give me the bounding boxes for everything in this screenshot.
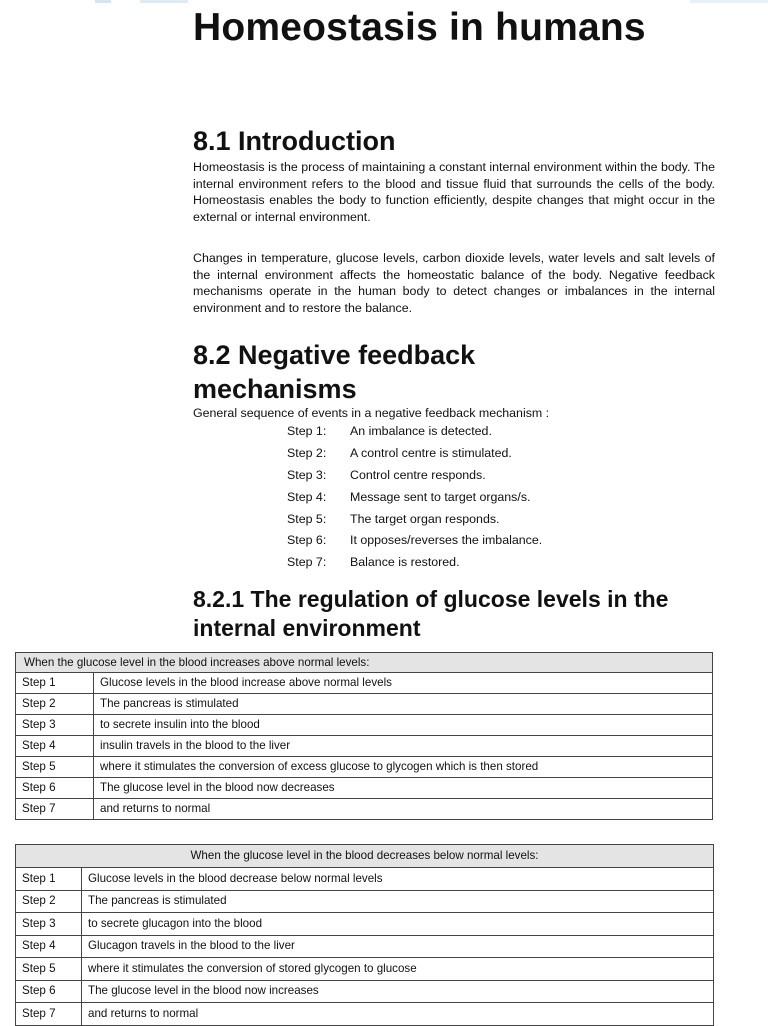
description-cell: Glucagon travels in the blood to the liver (82, 935, 714, 958)
step-cell: Step 7 (16, 1003, 82, 1026)
glucose-decrease-table (15, 844, 714, 1026)
table-row (16, 778, 713, 799)
step-number: Step 4: (287, 489, 327, 504)
table-row (16, 1003, 714, 1026)
description-cell: and returns to normal (94, 799, 713, 820)
intro-paragraph-1: Homeostasis is the process of maintaining a constant internal environment within the body. The internal environment refers to the blood and tissue fluid that surrounds the cells of the body. Homeostasis enables the body to function efficiently, despite changes that might occur in the external or internal environment. (193, 160, 715, 224)
table-row (16, 958, 714, 981)
description-cell: The glucose level in the blood now increases (82, 980, 714, 1003)
section-heading-negative-feedback: 8.2 Negative feedback mechanisms (193, 340, 476, 404)
step-cell: Step 5 (16, 757, 94, 778)
step-number: Step 7: (287, 555, 327, 570)
step-text: A control centre is stimulated. (350, 445, 512, 460)
step-number: Step 6: (287, 533, 327, 548)
top-edge-fragment (95, 0, 111, 3)
table-row (16, 736, 713, 757)
step-cell: Step 6 (16, 980, 82, 1003)
table-row (16, 715, 713, 736)
description-cell: and returns to normal (82, 1003, 714, 1026)
top-edge-fragment (690, 0, 768, 3)
table-row (16, 935, 714, 958)
step-cell: Step 3 (16, 715, 94, 736)
list-item (287, 510, 687, 532)
top-edge-fragment (140, 0, 188, 3)
list-item (287, 531, 687, 553)
step-cell: Step 6 (16, 778, 94, 799)
step-cell: Step 5 (16, 958, 82, 981)
table-header: When the glucose level in the blood decreases below normal levels: (16, 845, 714, 868)
step-cell: Step 4 (16, 736, 94, 757)
description-cell: Glucose levels in the blood increase above normal levels (94, 673, 713, 694)
list-item (287, 466, 687, 488)
table-row (16, 673, 713, 694)
step-cell: Step 2 (16, 694, 94, 715)
step-text: Control centre responds. (350, 467, 486, 482)
step-text: The target organ responds. (350, 511, 500, 526)
step-text: It opposes/reverses the imbalance. (350, 533, 543, 548)
step-number: Step 5: (287, 511, 327, 526)
description-cell: where it stimulates the conversion of excess glucose to glycogen which is then stored (94, 757, 713, 778)
description-cell: insulin travels in the blood to the liver (94, 736, 713, 757)
step-text: Message sent to target organs/s. (350, 489, 531, 504)
list-item (287, 488, 687, 510)
subsection-heading-glucose-regulation: 8.2.1 The regulation of glucose levels in the internal environment (193, 586, 669, 641)
step-text: Balance is restored. (350, 555, 460, 570)
intro-paragraph-2: Changes in temperature, glucose levels, carbon dioxide levels, water levels and salt levels of the internal environment affects the homeostatic balance of the body. Negative feedback mechanisms operate in the human body to detect changes or imbalances in the internal environment and to restore the balance. (193, 251, 715, 315)
step-cell: Step 7 (16, 799, 94, 820)
description-cell: The glucose level in the blood now decreases (94, 778, 713, 799)
table-row (16, 799, 713, 820)
feedback-steps-list (287, 422, 687, 575)
step-text: An imbalance is detected. (350, 424, 492, 438)
step-number: Step 1: (287, 424, 327, 438)
description-cell: to secrete insulin into the blood (94, 715, 713, 736)
glucose-increase-table (15, 652, 713, 820)
table-row (16, 868, 714, 891)
table-row (16, 980, 714, 1003)
step-cell: Step 4 (16, 935, 82, 958)
list-item (287, 422, 687, 444)
step-cell: Step 2 (16, 890, 82, 913)
description-cell: The pancreas is stimulated (82, 890, 714, 913)
list-item (287, 553, 687, 575)
sequence-intro: General sequence of events in a negative feedback mechanism : (193, 406, 550, 420)
table-row (16, 694, 713, 715)
description-cell: Glucose levels in the blood decrease below normal levels (82, 868, 714, 891)
table-header-row (16, 845, 714, 868)
list-item (287, 444, 687, 466)
step-cell: Step 1 (16, 868, 82, 891)
step-number: Step 2: (287, 445, 327, 460)
description-cell: The pancreas is stimulated (94, 694, 713, 715)
table-row (16, 890, 714, 913)
description-cell: where it stimulates the conversion of stored glycogen to glucose (82, 958, 714, 981)
table-header-row (16, 653, 713, 673)
document-title: Homeostasis in humans (193, 6, 646, 49)
table-header: When the glucose level in the blood increases above normal levels: (16, 653, 713, 673)
description-cell: to secrete glucagon into the blood (82, 913, 714, 936)
table-row (16, 757, 713, 778)
step-number: Step 3: (287, 467, 327, 482)
step-cell: Step 1 (16, 673, 94, 694)
section-heading-introduction: 8.1 Introduction (193, 126, 396, 156)
table-row (16, 913, 714, 936)
step-cell: Step 3 (16, 913, 82, 936)
